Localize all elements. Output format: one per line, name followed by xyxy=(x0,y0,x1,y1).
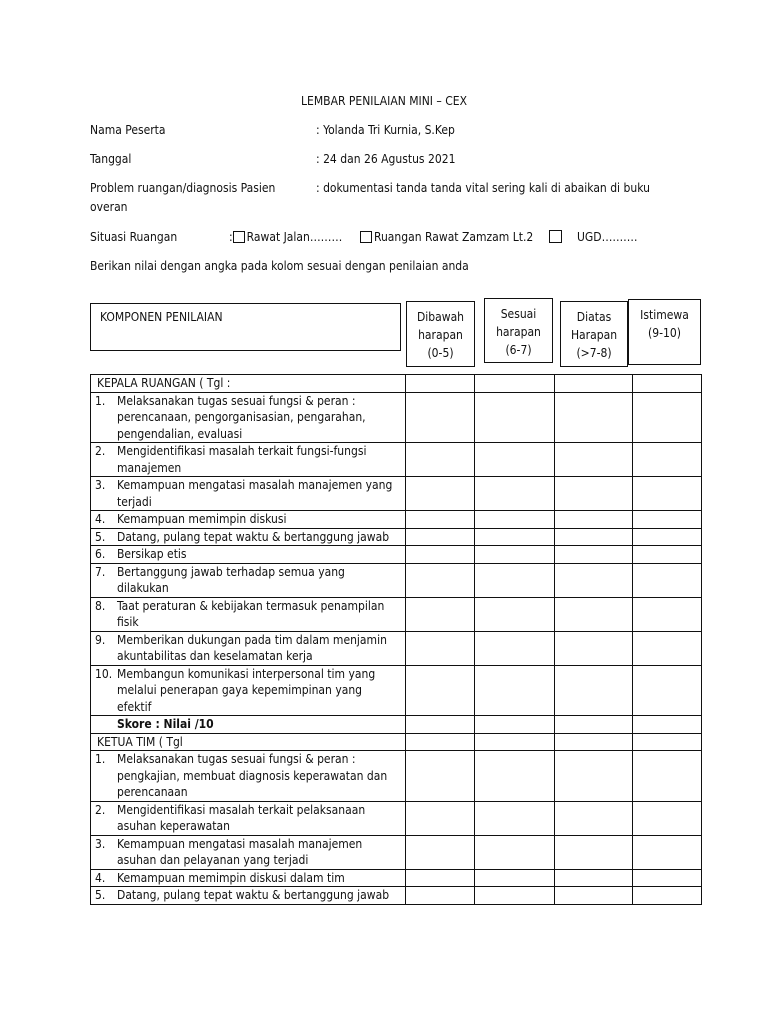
item-number: 1. xyxy=(95,752,106,766)
table-row xyxy=(91,563,702,597)
score-cell[interactable] xyxy=(555,563,633,597)
item-number: 3. xyxy=(95,836,106,851)
table-row xyxy=(91,511,702,529)
score-cell[interactable] xyxy=(633,887,702,905)
score-cell[interactable] xyxy=(475,869,555,887)
item-text: Bersikap etis xyxy=(117,547,187,561)
score-cell[interactable] xyxy=(475,631,555,665)
score-cell[interactable] xyxy=(555,869,633,887)
score-cell[interactable] xyxy=(475,375,555,393)
score-cell[interactable] xyxy=(555,546,633,564)
field-label-nama-peserta: Nama Peserta xyxy=(90,123,166,137)
table-row xyxy=(91,887,702,905)
item-text: Taat peraturan & kebijakan termasuk penampilan fisik xyxy=(117,598,385,629)
score-cell[interactable] xyxy=(406,631,475,665)
table-row xyxy=(91,665,702,716)
field-label-problem-line2: overan xyxy=(90,200,128,214)
score-cell[interactable] xyxy=(633,631,702,665)
item-number: 2. xyxy=(95,802,106,817)
score-cell[interactable] xyxy=(555,443,633,477)
header-dibawah-harapan xyxy=(406,301,475,367)
item-text: Melaksanakan tugas sesuai fungsi & peran : perencanaan, pengorganisasian, pengarahan, pengendalian, evaluasi xyxy=(117,393,366,441)
item-cell xyxy=(91,477,406,511)
score-cell[interactable] xyxy=(633,528,702,546)
score-cell[interactable] xyxy=(555,801,633,835)
header-komponen-label: KOMPONEN PENILAIAN xyxy=(100,310,223,324)
header-col2-line3: (6-7) xyxy=(505,343,532,357)
score-cell[interactable] xyxy=(555,733,633,751)
table-row xyxy=(91,546,702,564)
header-col4-line2: (9-10) xyxy=(648,326,681,340)
score-cell[interactable] xyxy=(475,801,555,835)
score-cell[interactable] xyxy=(633,597,702,631)
score-cell[interactable] xyxy=(555,835,633,869)
item-number: 5. xyxy=(95,529,106,544)
form-title: LEMBAR PENILAIAN MINI – CEX xyxy=(301,94,467,108)
score-cell[interactable] xyxy=(633,716,702,734)
item-cell xyxy=(91,835,406,869)
score-cell[interactable] xyxy=(406,751,475,802)
item-text: Bertanggung jawab terhadap semua yang dilakukan xyxy=(117,564,345,595)
header-col1-line1: Dibawah xyxy=(416,310,465,324)
score-cell[interactable] xyxy=(406,665,475,716)
score-cell[interactable] xyxy=(555,375,633,393)
score-cell[interactable] xyxy=(475,597,555,631)
item-text: Kemampuan mengatasi masalah manajemen asuhan dan pelayanan yang terjadi xyxy=(117,836,363,867)
field-value-problem: : dokumentasi tanda tanda vital sering kali di abaikan di buku xyxy=(316,181,650,195)
score-cell[interactable] xyxy=(406,801,475,835)
score-cell[interactable] xyxy=(555,392,633,443)
score-cell[interactable] xyxy=(475,733,555,751)
score-cell[interactable] xyxy=(406,597,475,631)
item-text: Kemampuan memimpin diskusi dalam tim xyxy=(117,870,345,885)
score-cell[interactable] xyxy=(406,546,475,564)
item-cell xyxy=(91,511,406,529)
score-cell[interactable] xyxy=(633,733,702,751)
option-rawat-jalan: Rawat Jalan……… xyxy=(246,230,343,244)
item-cell xyxy=(91,631,406,665)
item-text: Membangun komunikasi interpersonal tim yang melalui penerapan gaya kepemimpinan yang efektif xyxy=(117,666,376,714)
score-cell[interactable] xyxy=(406,733,475,751)
situasi-option-ugd xyxy=(549,230,637,244)
header-col2-line1: Sesuai xyxy=(500,307,537,321)
header-col2-line2: harapan xyxy=(496,325,541,339)
score-cell[interactable] xyxy=(406,477,475,511)
score-cell[interactable] xyxy=(475,546,555,564)
header-diatas-harapan xyxy=(560,301,628,367)
table-row xyxy=(91,751,702,802)
score-cell[interactable] xyxy=(475,477,555,511)
score-cell[interactable] xyxy=(555,716,633,734)
item-cell xyxy=(91,801,406,835)
score-cell[interactable] xyxy=(475,835,555,869)
header-col4-line1: Istimewa xyxy=(640,308,689,322)
score-cell[interactable] xyxy=(475,665,555,716)
score-cell[interactable] xyxy=(475,887,555,905)
score-cell[interactable] xyxy=(633,546,702,564)
section-header-row xyxy=(91,375,702,393)
score-cell[interactable] xyxy=(475,392,555,443)
score-cell[interactable] xyxy=(475,443,555,477)
score-cell[interactable] xyxy=(406,528,475,546)
item-number: 4. xyxy=(95,512,106,526)
score-cell[interactable] xyxy=(475,563,555,597)
header-col1-line3: (0-5) xyxy=(427,346,454,360)
assessment-table xyxy=(90,374,702,905)
item-number: 8. xyxy=(95,598,106,613)
item-cell xyxy=(91,528,406,546)
item-number: 10. xyxy=(95,666,113,681)
field-label-tanggal: Tanggal xyxy=(90,152,132,166)
table-row xyxy=(91,528,702,546)
table-row xyxy=(91,443,702,477)
table-row xyxy=(91,392,702,443)
score-cell[interactable] xyxy=(475,716,555,734)
item-number: 5. xyxy=(95,888,106,902)
section-title-kepala-ruangan: KEPALA RUANGAN ( Tgl : xyxy=(91,375,406,393)
score-cell[interactable] xyxy=(406,887,475,905)
item-cell xyxy=(91,443,406,477)
table-row xyxy=(91,477,702,511)
item-number: 2. xyxy=(95,444,106,458)
score-cell[interactable] xyxy=(406,511,475,529)
item-text: Datang, pulang tepat waktu & bertanggung jawab xyxy=(117,529,390,544)
score-cell[interactable] xyxy=(633,665,702,716)
section-title-ketua-tim: KETUA TIM ( Tgl xyxy=(91,733,406,751)
item-cell xyxy=(91,869,406,887)
item-cell xyxy=(91,597,406,631)
score-cell[interactable] xyxy=(633,563,702,597)
item-cell xyxy=(91,563,406,597)
score-cell[interactable] xyxy=(406,835,475,869)
score-cell[interactable] xyxy=(406,392,475,443)
instruction-text: Berikan nilai dengan angka pada kolom sesuai dengan penilaian anda xyxy=(90,259,469,273)
header-sesuai-harapan xyxy=(484,298,553,363)
item-number: 4. xyxy=(95,870,106,885)
option-ruangan-zamzam: Ruangan Rawat Zamzam Lt.2 xyxy=(374,230,534,244)
item-text: Mengidentifikasi masalah terkait pelaksanaan asuhan keperawatan xyxy=(117,802,366,833)
item-cell xyxy=(91,546,406,564)
score-cell[interactable] xyxy=(555,511,633,529)
table-row xyxy=(91,631,702,665)
item-text: Kemampuan mengatasi masalah manajemen yang terjadi xyxy=(117,478,393,509)
item-cell xyxy=(91,392,406,443)
score-cell[interactable] xyxy=(406,716,475,734)
score-cell[interactable] xyxy=(475,751,555,802)
item-text: Datang, pulang tepat waktu & bertanggung jawab xyxy=(117,888,390,902)
header-col3-line1: Diatas xyxy=(576,310,612,324)
item-cell xyxy=(91,751,406,802)
score-cell[interactable] xyxy=(406,869,475,887)
item-number: 6. xyxy=(95,547,106,561)
item-number: 9. xyxy=(95,632,106,647)
table-row xyxy=(91,597,702,631)
item-text: Mengidentifikasi masalah terkait fungsi-fungsi manajemen xyxy=(117,444,367,475)
field-label-problem: Problem ruangan/diagnosis Pasien xyxy=(90,181,276,195)
checkbox-ruangan-zamzam[interactable] xyxy=(360,231,372,243)
score-cell[interactable] xyxy=(633,443,702,477)
header-col3-line2: Harapan xyxy=(570,328,618,342)
item-number: 7. xyxy=(95,564,106,579)
situasi-colon: : xyxy=(229,230,233,244)
score-cell[interactable] xyxy=(406,563,475,597)
score-cell[interactable] xyxy=(633,477,702,511)
score-cell[interactable] xyxy=(555,597,633,631)
score-cell[interactable] xyxy=(555,631,633,665)
score-cell[interactable] xyxy=(555,887,633,905)
score-cell[interactable] xyxy=(633,835,702,869)
situasi-option-zamzam xyxy=(360,230,533,244)
checkbox-ugd[interactable] xyxy=(549,230,562,243)
score-cell[interactable] xyxy=(633,869,702,887)
header-col3-line3: (>7-8) xyxy=(576,346,612,360)
skore-row xyxy=(91,716,702,734)
field-value-nama-peserta: : Yolanda Tri Kurnia, S.Kep xyxy=(316,123,455,137)
item-number: 3. xyxy=(95,478,106,492)
item-text: Melaksanakan tugas sesuai fungsi & peran : pengkajian, membuat diagnosis keperawatan dan perencanaan xyxy=(117,752,388,799)
score-cell[interactable] xyxy=(633,801,702,835)
table-row xyxy=(91,835,702,869)
table-row xyxy=(91,869,702,887)
item-text: Memberikan dukungan pada tim dalam menjamin akuntabilitas dan keselamatan kerja xyxy=(117,632,387,663)
field-value-tanggal: : 24 dan 26 Agustus 2021 xyxy=(316,152,456,166)
header-istimewa xyxy=(628,299,701,365)
option-ugd: UGD………. xyxy=(577,230,638,244)
header-komponen-penilaian xyxy=(90,303,401,351)
score-cell[interactable] xyxy=(633,392,702,443)
item-cell xyxy=(91,665,406,716)
score-cell[interactable] xyxy=(555,751,633,802)
score-cell[interactable] xyxy=(633,511,702,529)
checkbox-rawat-jalan[interactable] xyxy=(233,231,245,243)
item-text: Kemampuan memimpin diskusi xyxy=(117,512,287,526)
skore-label: Skore : Nilai /10 xyxy=(91,716,406,734)
score-cell[interactable] xyxy=(406,375,475,393)
score-cell[interactable] xyxy=(633,751,702,802)
score-cell[interactable] xyxy=(555,477,633,511)
score-cell[interactable] xyxy=(475,528,555,546)
score-cell[interactable] xyxy=(633,375,702,393)
score-cell[interactable] xyxy=(555,665,633,716)
item-number: 1. xyxy=(95,393,106,408)
score-cell[interactable] xyxy=(475,511,555,529)
item-cell xyxy=(91,887,406,905)
score-cell[interactable] xyxy=(406,443,475,477)
situasi-label: Situasi Ruangan xyxy=(90,230,178,244)
score-cell[interactable] xyxy=(555,528,633,546)
table-row xyxy=(91,801,702,835)
header-col1-line2: harapan xyxy=(418,328,463,342)
section-header-row xyxy=(91,733,702,751)
situasi-options xyxy=(229,230,342,244)
